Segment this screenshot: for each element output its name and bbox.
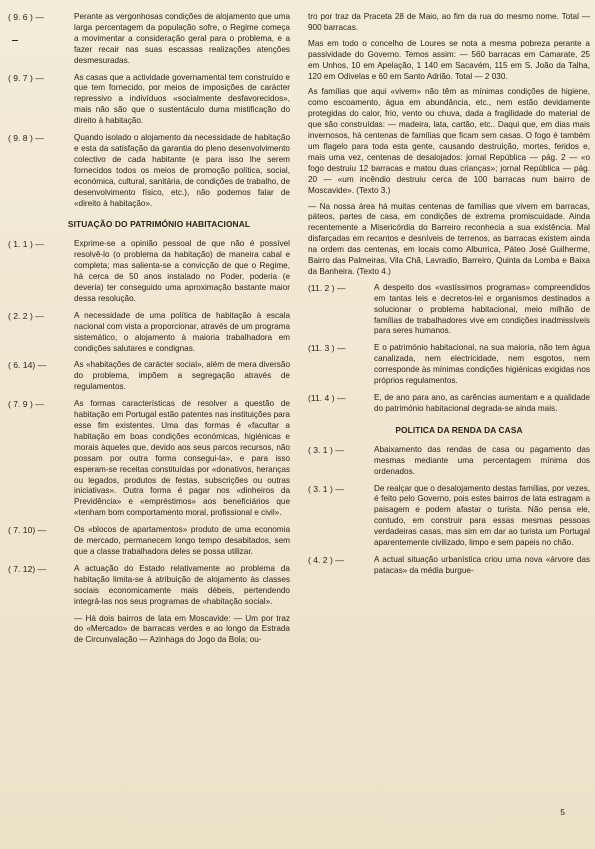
entry-7-12	[8, 564, 290, 608]
entry-number: ( 3. 1 ) —	[308, 483, 344, 494]
entry-text: E o património habitacional, na sua maioria, não tem água canalizada, nem electricidade, nem esgotos, nem corresponde às mínimas condições higiénicas exigidas nos próprios regulamentos.	[374, 343, 590, 386]
entry-6-14	[8, 360, 290, 393]
entry-number: ( 7. 10) —	[8, 525, 47, 536]
entry-text: E, de ano para ano, as carências aumentam e a qualidade do património habitacional degrada-se ainda mais.	[374, 393, 590, 413]
entry-number: ( 3. 1 ) —	[308, 444, 344, 455]
entry-2-2	[8, 311, 290, 355]
entry-text: A actuação do Estado relativamente ao problema da habitação limita-se à atribuição de alojamento às classes sociais economicamente mais débeis, pertendendo integrá-las nos seus programas de «habitação social».	[74, 563, 290, 606]
section-heading: SITUAÇÃO DO PATRIMÓNIO HABITACIONAL	[67, 219, 251, 230]
entry-number: ( 6. 14) —	[8, 360, 47, 371]
entry-number: ( 9. 8 ) —	[8, 133, 44, 144]
left-column	[8, 12, 290, 651]
entry-9-7	[8, 73, 290, 128]
entry-11-3	[308, 343, 590, 387]
entry-number: ( 2. 2 ) —	[8, 310, 44, 321]
entry-text: Abaixamento das rendas de casa ou pagamento das mesmas mediante uma percentagem mínima dos ordenados.	[374, 444, 590, 476]
entry-number: ( 9. 6 ) —	[8, 12, 44, 22]
page-number: 5	[560, 807, 565, 817]
entry-number: (11. 4 ) —	[308, 393, 346, 403]
entry-text: Quando isolado o alojamento da necessidade de habitação e esta da satisfação da garantia do pleno desenvolvimento colectivo de cada habitante (e para isso lhe serem fornecidos todos os meios de promoção política, social, económica, cultural, sanitária, de condições de trabalho, de desenvolvimento físico, etc.), não podemos falar de «direito à habitação».	[74, 133, 290, 208]
entry-number: ( 9. 7 ) —	[8, 72, 44, 83]
entry-7-9	[8, 399, 290, 519]
entry-number: ( 1. 1 ) —	[8, 239, 44, 250]
entry-1-1	[8, 239, 290, 304]
paragraph: Mas em todo o concelho de Loures se nota a mesma pobreza perante a passividade do Governo. Temos assim: — 560 barracas em Camarate, 25 em Unhos, 10 em Apelação, 1 140 em Sacavém, 115 em S. João da Talha, 120 em Odivelas e 60 em Santo Adrião. Total — 2 030.	[308, 38, 590, 81]
entry-text: A actual situação urbanística criou uma nova «árvore das patacas» da média burgue-	[374, 554, 590, 575]
entry-7-10	[8, 525, 290, 558]
entry-3-1	[308, 445, 590, 478]
entry-number: (11. 3 ) —	[308, 343, 346, 354]
entry-text: De realçar que o desalojamento destas famílias, por vezes, é feito pelo Governo, pois estes bairros de lata estragam a paisagem e podem afastar o turista. Não pensa ele, contudo, em construir para essas mesmas pessoas verdadeiras casas, mas sim em dar ao turista um Portugal aparentemente civilizado, limpo e sem papeis no chão.	[374, 483, 590, 548]
section-heading: POLITICA DA RENDA DA CASA	[395, 424, 523, 435]
entry-number: (11. 2 ) —	[308, 282, 346, 293]
entry-text: A despeito dos «vastíssimos programas» compreendidos em tantas leis e decretos-lei e organismos destinados a solucionar o problema habitacional, meio milhão de famílias de trabalhadores vive em condições inadmissíveis para seres humanos.	[374, 282, 590, 336]
entry-text: As formas características de resolver a questão de habitação em Portugal estão patentes nas instituições para esse fim existentes. Uma das formas é «facultar a habitação em boas condições económicas, higiénicas e morais àqueles que, devido aos seus parcos recursos, não possam por outra forma consegui-la», e para isso esperam-se receitas constituídas por «donativos, heranças ou legados, produtos de festas, subscrições ou outras iniciativas». Outra forma é pagar nos «dinheiros da Previdência» e «empréstimos» aos beneficiários que «tenham bom comportamento moral, profissional e civil».	[74, 399, 290, 518]
entry-text: As «habitações de carácter social», além de mera diversão do problema, impõem a segregação através de regulamentos.	[74, 360, 290, 392]
continuation-paragraph: — Há dois bairros de lata em Moscavide: — Um por traz do «Mercado» de barracas verdes e ao longo da Estrada de Circunvalação — Azinhaga do Jogo da Bola; ou-	[74, 613, 290, 645]
paragraph: — Na nossa área há muitas centenas de famílias que vivem em barracas, páteos, partes de casa, em condições de extrema promiscuidade. Ainda recentemente a Misericórdia do Barreiro reconhecia a sua existência. Mal disfarçadas em recantos e desníveis de terrenos, as barracas existem ainda na ordem das centenas, em locais como Alburrica, Páteo José Guilherme, Bairro das Palmeiras, Vila Chã, Lavradio, Barreiro, Quinta da Lomba e Baixa da Banheira. (Texto 4.)	[308, 201, 590, 276]
entry-number: ( 7. 12) —	[8, 563, 47, 574]
entry-text: A necessidade de uma política de habitação à escala nacional com vista a proporcionar, através de um programa sistemático, o alojamento à maioria trabalhadora em condições salutares e condignas.	[74, 310, 290, 353]
entry-text: Os «blocos de apartamentos» produto de uma economia de mercado, permanecem longo tempo desabitados, sem que a classe trabalhadora deles se possa utilizar.	[74, 525, 290, 556]
entry-11-4	[308, 393, 590, 415]
right-column	[308, 12, 590, 583]
entry-9-8	[8, 133, 290, 209]
entry-text: Perante as vergonhosas condições de alojamento que uma larga percentagem da população sofre, o Regime começa a movimentar a consideração geral para o problema, e a fazer recair nas suas escassas realizações atenções desmesuradas.	[74, 12, 290, 65]
entry-3-1-b	[308, 484, 590, 549]
paragraph: tro por traz da Praceta 28 de Maio, ao fim da rua do mesmo nome. Total — 900 barracas.	[308, 12, 590, 32]
entry-11-2	[308, 283, 590, 338]
entry-number: ( 7. 9 ) —	[8, 399, 44, 410]
entry-number: ( 4. 2 ) —	[308, 554, 344, 565]
paragraph: As famílias que aqui «vivem» não têm as mínimas condições de higiene, como escoamento, água em abundância, etc., nem estão devidamente protegidas do calor, frio, vento ou chuva, dada a fragilidade do material de que são construídas: — madeira, lata, cartão, etc.. Daqui que, em dias mais invernosos, há centenas de famílias que ficam sem casas. O fogo é também um flagelo para toda esta gente, causando destruição, mortes, feridos e, mais uma vez, centenas de desalojados: jornal República — pág. 2 — «o fogo destruiu 12 barracas e matou duas crianças»; jornal República — pág. 20 — «um incêndio destruiu cerca de 100 barracas num bairro de Moscavide». (Texto 3.)	[308, 87, 590, 195]
entry-9-6	[8, 12, 290, 67]
entry-text: As casas que a actividade governamental tem construído e que tem fornecido, por meios de imposições de carácter repressivo a indivíduos «socialmente desfavorecidos», mais não são que o sustentáculo duma mistificação do direito à habitação.	[74, 72, 290, 126]
entry-4-2	[308, 555, 590, 577]
entry-text: Exprime-se a opinião pessoal de que não é possível resolvê-lo (o problema da habitação) de maneira cabal e completa; mas salienta-se a convicção de que o Regime, há cerca de 50 anos instalado no Poder, poderia (e deveria) ter conseguido uma aproximação bastante maior dessa resolução.	[74, 239, 290, 303]
